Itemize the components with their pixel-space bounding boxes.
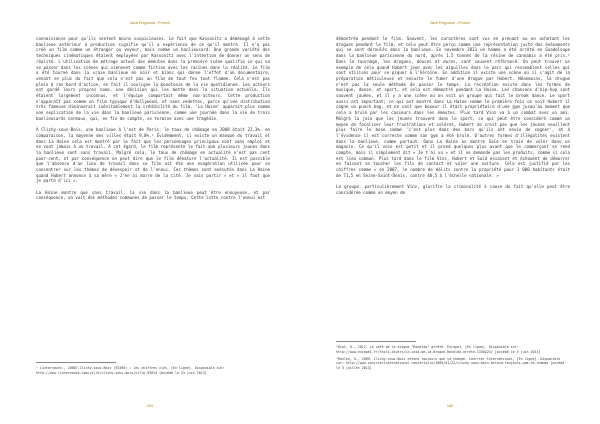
paragraph: La Haine montre que sans travail, la vie dans la banlieue peut être ennuyeuse, et par conséquence, on voit des méthodes communes de passer le temps. Cette lutte contre l'ennui est xyxy=(36,189,270,201)
running-header: Jack Ferguson - French xyxy=(429,21,471,25)
paragraph: A Clichy-sous-Bois, une banlieue à l'est de Paris, le taux de chômage en 2008 était 22,3%, en comparaison, la moyenne des villes était 9,8%.¹ Évidemment, il existe un manque du travail et dans La Haine cela est montré par le fait que les personnages principaux sont sans emploi et ne vont jamais à un travail. A cet égard, le film représente le fait que plusieurs jeunes dans la banlieue sont sans travail. Malgré cela, le taux de chômage en actualité n'est pas cent pour-cent, et par conséquence on peut dire que le film dénature l'actualité. Il est possible que l'absence d'un lieu de travail dans ce film ait été une exagération utilisée pour se concentrer sur les thèmes de désespoir et de l'ennui. Ces thèmes sont exécutés dans La Haine quand Hubert annonce à sa mère « J'en ai marre de la cité. Je vais partir » et « il faut que je parte d'ici ». xyxy=(36,127,270,184)
body-text xyxy=(36,36,270,207)
page-number: 131 xyxy=(146,404,154,408)
page-number: 132 xyxy=(446,404,454,408)
footnote-separator xyxy=(336,341,416,342)
footnote-separator xyxy=(36,362,116,363)
footnote: ¹ Linternaute., 2008?.Clichy-sous-Bois (93390) : les chiffres clés, [En ligne]. Disponible sur: http://www.linternaute.com/ville/clichy-sous-bois/ville-93014 [accédé le 23 juin 2013] xyxy=(36,366,225,375)
footnotes xyxy=(336,345,570,373)
footnote: ³Ronlen, G., 2009. Clichy-sous-Bois attend toujours que ça change. Courrier International, [En ligne]. Disponible sur: http://www.courrierinternational.com/article/2009/01/22/clichy-sous-bois-attend-toujours-que-ca-change [accédé le 3 juillet 2013] xyxy=(336,356,565,370)
footnote: ²Diet, D., 2012. Le café de la drogue "Ronaldo" arrêté. Europe1, [En ligne]. Disponible sur: http://www.europe1.fr/Faits-divers/Le-caid-de-la-drogue-Ronaldo-arrete-1330223/ [accédé le 3 juin 2013] xyxy=(336,345,541,354)
running-header: Jack Ferguson - French xyxy=(129,21,171,25)
right-page xyxy=(300,0,600,424)
paragraph: connaissance pour qu'ils sentent moins suspicieuses. Le fait que Kassovitz a déménagé à cette banlieue antérieur à production signifie qu'il a expérience de ce qu'il montre. Il n'a pas créé un film comme un étranger ou voyeur, mais comme un banlieusard. Une grande variété des techniques cinématiques étaient employées par Kassovitz avec l'intention de donner un sens de réalité. L'utilisation de métrage actuel des émeutes dans la première scène qualifie ce qui va se passer dans les scènes qui viennent comme fiction avec les racines dans la réalité. Le film a été tourné dans la vraie banlieue en noir et blanc qui donne l'effet d'un documentaire, venant en plus du fait que cela n'est pas un film de tout feu tout flamme. Cela n'est pas plein à ras bord d'action, en fait il souligne la monotonie de la vie quotidienne. Les acteurs ont gardé leurs propres noms, une décision qui les mette dans la situation actuelle. Ils étaient largement inconnus, et l'équipe comportait même non-acteurs. Cette production n'apparaît pas comme un film typique d'Hollywood, et sans vedettes, parce qu'une distribution très fameuse diminuerait inévitablement la crédibilité du film. 'La Haine' apparaît plus comme une explication de la vie dans la banlieue parisienne, comme une journée dans la vie de trois banlieusards normaux, qui, en fin de compte, se termine avec une tragédie. xyxy=(36,36,270,121)
paragraph: Le groupe, particulièrement Vinz, glorifie la criminalité à cause du fait qu'elle peut être considérée comme un moyen de xyxy=(336,184,570,195)
body-text xyxy=(336,36,570,201)
footnotes xyxy=(36,366,270,378)
paragraph: démontrée pendant le film. Souvent, les caractères sont vus en prenant ou en achetant les drogues pendant le film, et cela peut être perçu comme une représentation juste des évènements qui se sont déroulés dans la banlieue. En novembre 2013 un homme a été arrêté en Guadeloupe dans la banlieue parisienne du nord, après 1,5 tonnes de la résine de cannabis a été pris.² Dans le tournage, les drogues, douces et dures, sont souvent référencé. On peut trouver un exemple de cela quand Hubert joue avec les aiguilles dans le parc qui ressemblent celles qui sont utilisés pour se piquer à l'héroïne. En addition il existe une scène où il s'agit de la préparation méticuleuse et ensuite le fumer d'une drogue par Hubert. Néanmoins, la drogue n'est pas la seule méthode de passer le temps. La recréation existe dans les formes de musique, danse, et sport, et cela est démontré pendant La Haine. Les chansons d'hip-hop sont souvent jouées, et il y a une scène où on voit un groupe qui fait le break dance. Le sport aussi est important; ce qui est montré dans La Haine comme le première fois on voit Hubert il cogne un punch bag, et on sait que boxeur il était propriétaire d'une gym jusqu'au moment que cela a brulé par les casseurs dans les émeutes. Plus tard Vinz va à un combat avec un ami. Malgré la joie que les jeunes trouvent dans le sport, ce qui peut être considéré comme un moyen de focaliser leur frustrations et colères, Hubert ne croit pas que les jeunes veuillent plus faire le boxe comme 'c'est plus dans des bars qu'ils ont envie de cogner', et à l'évidence il est correcte comme son gym a été brulé. D'autres formes d'illégalités existent dans la banlieue, comme partout. Dans La Haine on montre Saïd en train de voler dans un magasin. Ce qu'il voie est petit et il prend quelques plus avant que le commerçant se rend compte, mais il simplement dit « Je t'ai vu » et il ne demande pas les produits, comme si cela est lieu commun. Plus tard dans le film Vinz, Hubert et Saïd essaient et échouent de démarrer en faisant se toucher les fils de contact et voler une voiture. Cela est justifié par les chiffres comme « en 2007, le nombre de délits contre la propriété pour 1 000 habitants était de 71,5 en Seine-Saint-Denis, contre 40,5 à l'échelle nationale. » xyxy=(336,36,570,178)
